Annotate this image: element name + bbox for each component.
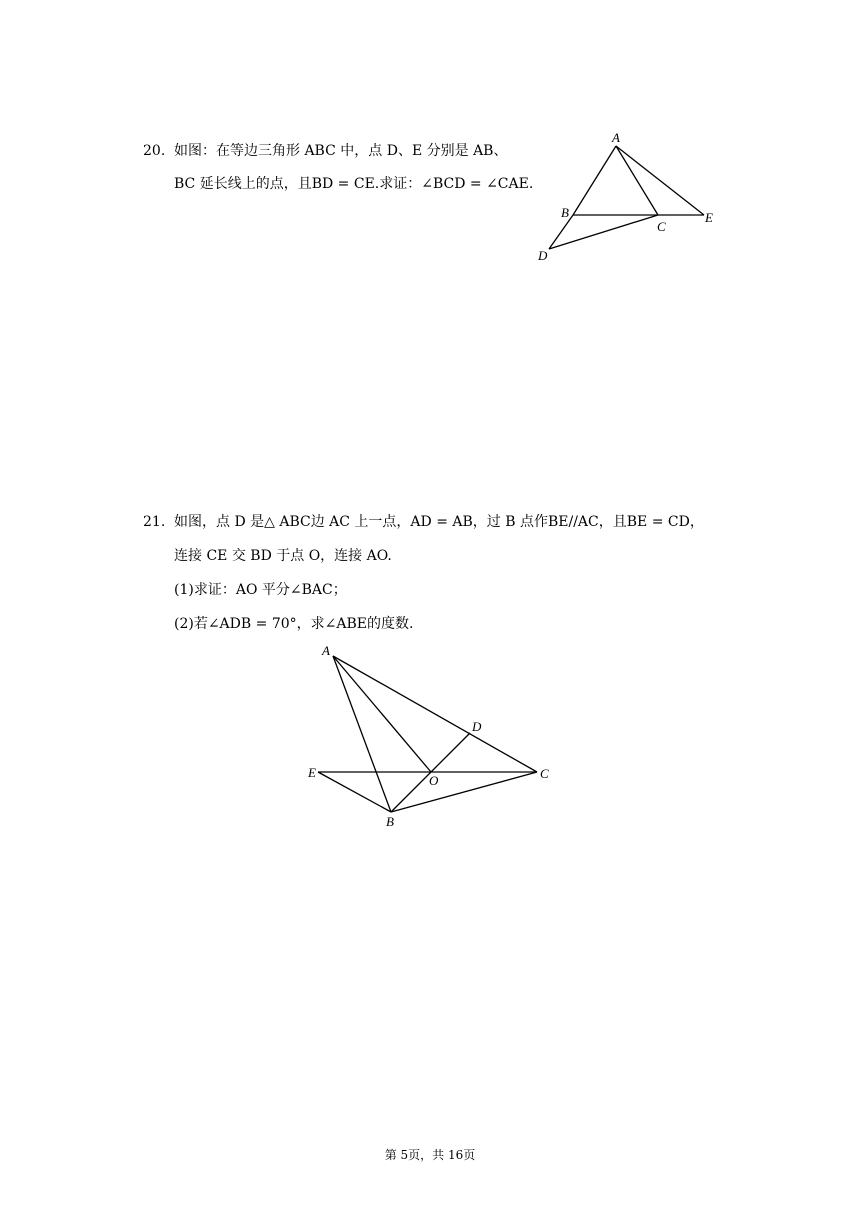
- segment-BC: [391, 772, 537, 812]
- label-D: D: [472, 719, 482, 734]
- question-21-part-2: (2)若∠ADB = 70°，求∠ABE的度数.: [174, 616, 414, 632]
- label-E: E: [705, 210, 713, 225]
- segment-AB: [573, 146, 616, 215]
- segment-EB: [318, 772, 391, 812]
- question-21-line-1: 如图，点 D 是△ ABC边 AC 上一点，AD = AB，过 B 点作BE//AC，且BE = CD，: [174, 514, 704, 530]
- label-A: A: [612, 130, 620, 145]
- question-20-number: 20.: [143, 143, 166, 159]
- label-O: O: [429, 773, 439, 788]
- segment-DC: [549, 215, 658, 249]
- segment-AB: [333, 656, 391, 812]
- question-21-figure: [305, 640, 565, 830]
- segment-AO: [333, 656, 431, 772]
- label-D: D: [538, 248, 548, 263]
- label-B: B: [561, 205, 569, 220]
- label-C: C: [540, 766, 549, 781]
- question-21-part-1: (1)求证：AO 平分∠BAC；: [174, 582, 347, 598]
- question-20-figure: [530, 128, 730, 268]
- label-B: B: [386, 814, 394, 829]
- segment-AC: [616, 146, 658, 215]
- segment-BD: [549, 215, 573, 249]
- question-20-line-1: 如图：在等边三角形 ABC 中，点 D、E 分别是 AB、: [174, 143, 508, 159]
- label-E: E: [308, 765, 316, 780]
- question-21-line-2: 连接 CE 交 BD 于点 O，连接 AO.: [174, 548, 392, 564]
- question-20-line-2: BC 延长线上的点，且BD = CE.求证：∠BCD = ∠CAE.: [174, 176, 534, 192]
- label-A: A: [322, 643, 330, 658]
- segment-AE: [616, 146, 704, 215]
- label-C: C: [657, 219, 666, 234]
- segment-AC: [333, 656, 537, 772]
- page-footer: 第 5页，共 16页: [384, 1148, 476, 1162]
- question-21-number: 21.: [143, 514, 166, 530]
